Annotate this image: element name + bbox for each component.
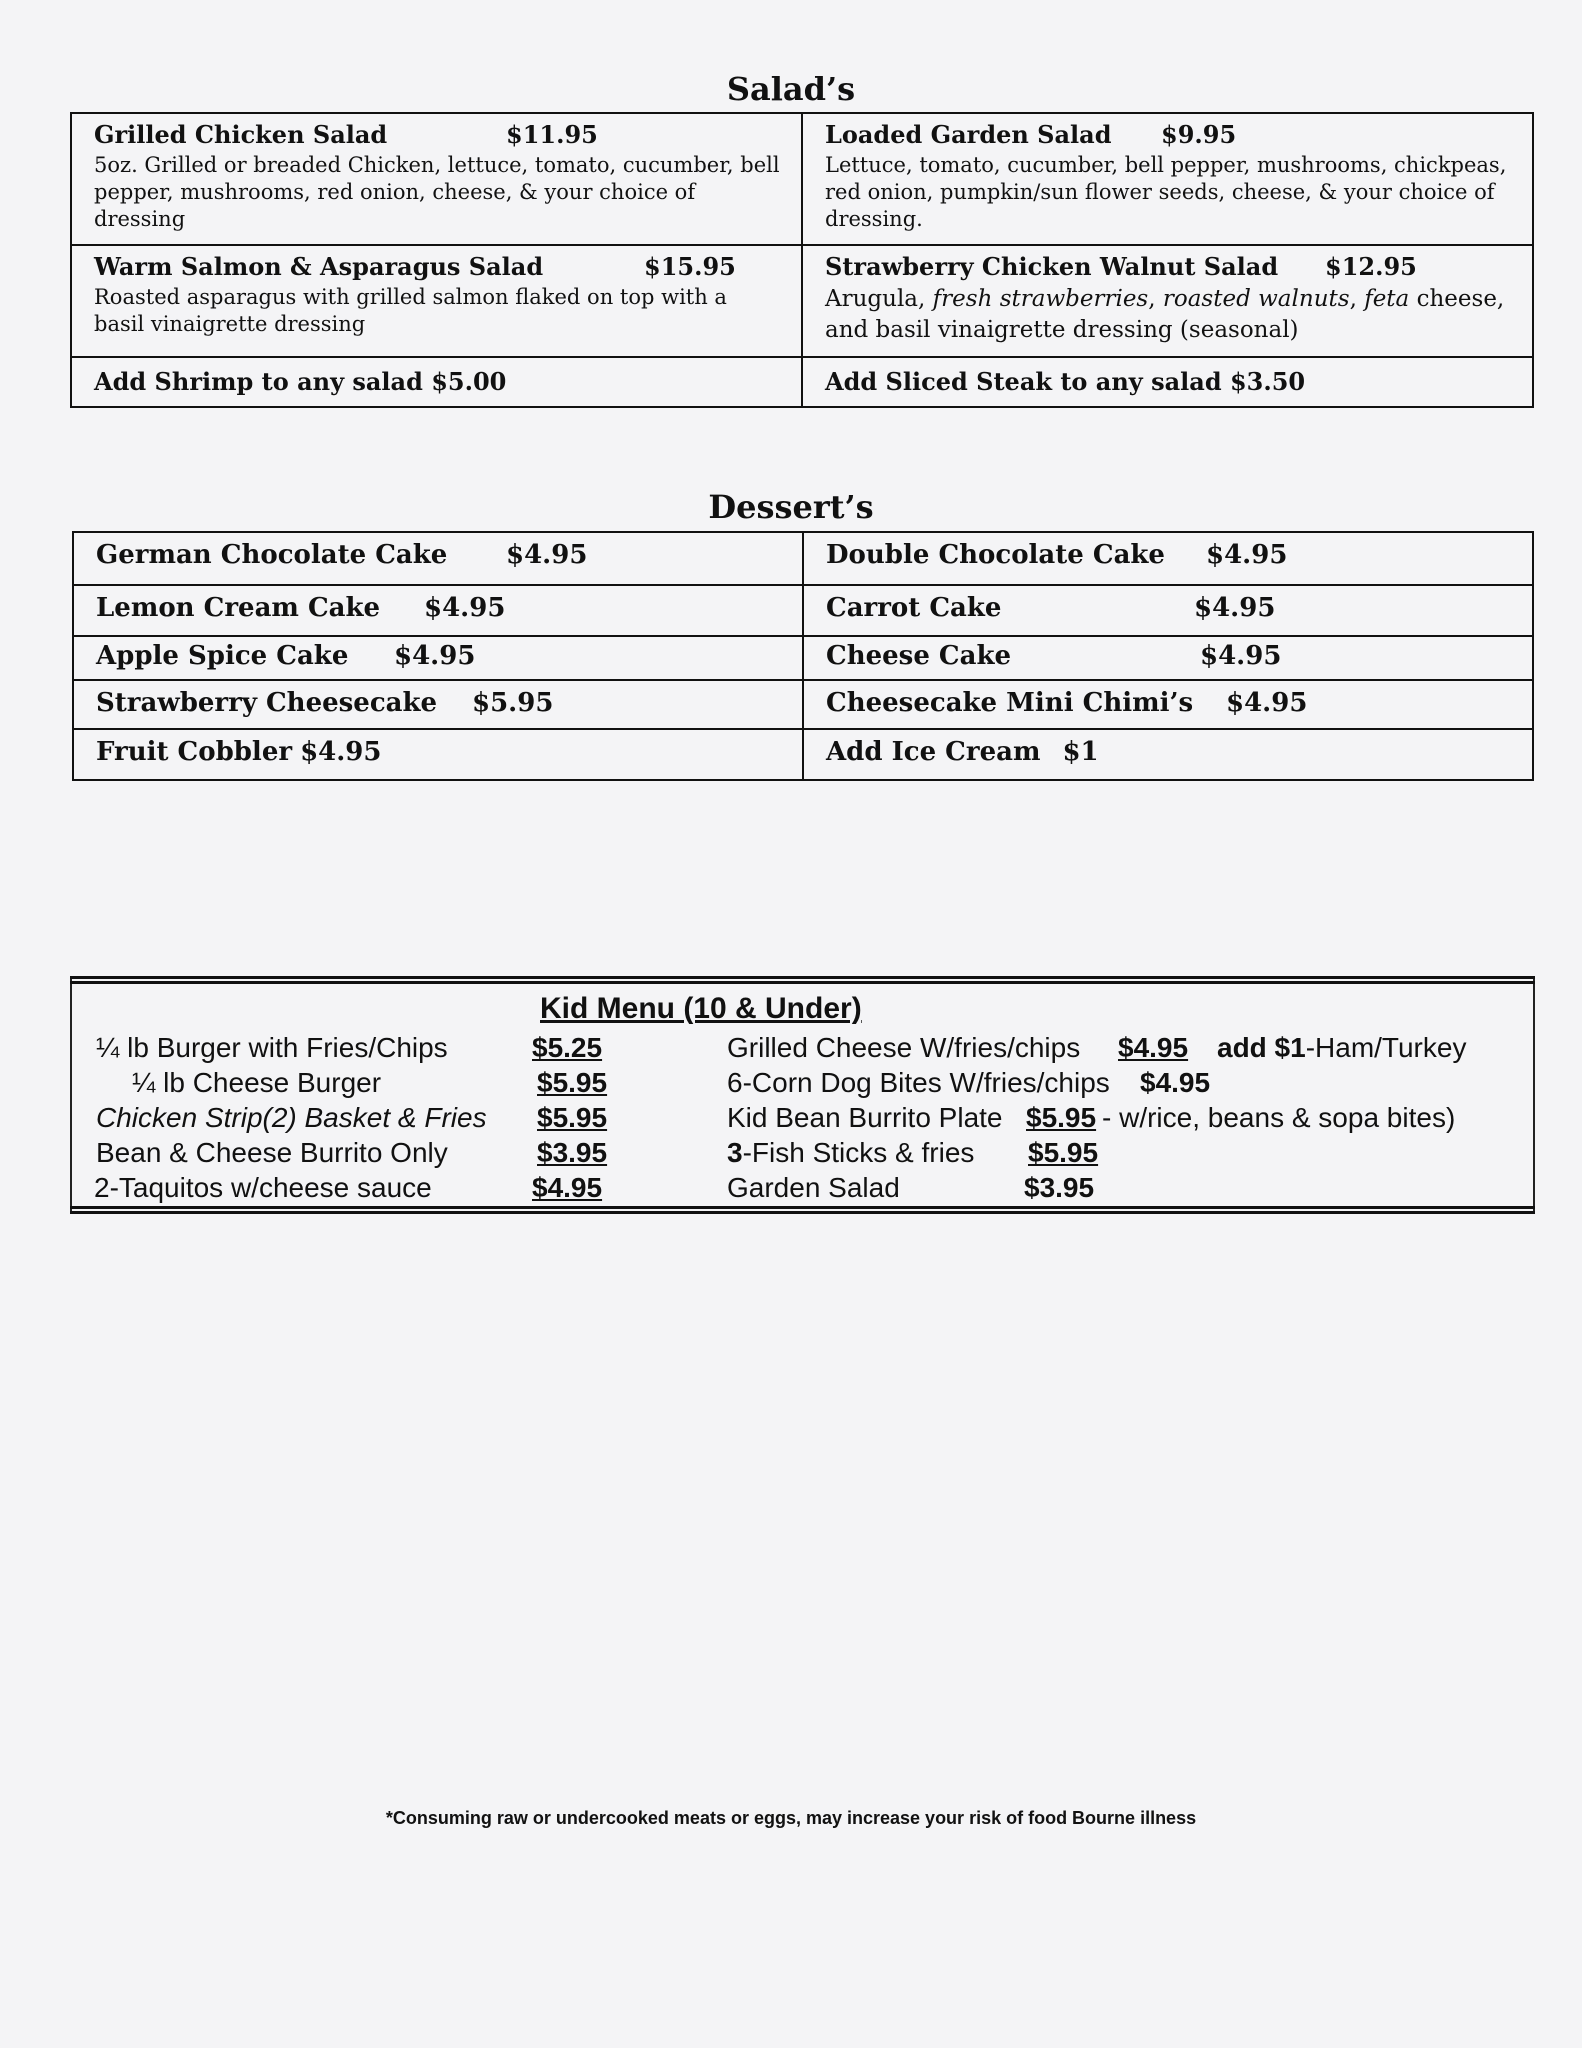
dessert-item [74, 586, 802, 635]
table-row [72, 356, 1532, 406]
salad-item [72, 114, 801, 244]
salad-price: $15.95 [644, 252, 736, 281]
salad-description: Lettuce, tomato, cucumber, bell pepper, mushrooms, chickpeas, red onion, pumpkin/sun flower seeds, cheese, & your choice of dressing. [825, 153, 1507, 231]
dessert-price: $4.95 [424, 593, 506, 623]
dessert-name: Apple Spice Cake [96, 641, 349, 671]
dessert-item [802, 586, 1532, 635]
dessert-item [74, 533, 802, 584]
salad-description: Arugula, fresh strawberries, roasted walnuts, feta cheese, and basil vinaigrette dressing (seasonal) [825, 286, 1505, 343]
salad-item [801, 114, 1532, 244]
dessert-price: $1 [1062, 737, 1099, 767]
kid-item-name: Kid Bean Burrito Plate [727, 1102, 1003, 1133]
kid-item-price: $3.95 [1024, 1172, 1095, 1203]
salad-addon: Add Sliced Steak to any salad $3.50 [801, 358, 1532, 406]
kid-item-extra: - w/rice, beans & sopa bites) [1102, 1102, 1456, 1133]
salad-price: $9.95 [1161, 120, 1237, 149]
kid-item-price: $5.95 [1026, 1102, 1097, 1133]
salad-item [72, 246, 801, 356]
table-row [74, 635, 1532, 679]
double-rule [70, 976, 1535, 984]
kid-item-name: 3-Fish Sticks & fries [727, 1137, 975, 1168]
dessert-name: Double Chocolate Cake [826, 540, 1165, 570]
dessert-name: Cheese Cake [826, 641, 1012, 671]
dessert-item [802, 637, 1532, 679]
salad-name: Strawberry Chicken Walnut Salad [825, 252, 1279, 281]
desserts-heading: Dessert’s [708, 488, 874, 526]
salad-price: $12.95 [1325, 252, 1417, 281]
dessert-name: Lemon Cream Cake [96, 593, 381, 623]
kid-item-price: $5.95 [537, 1067, 608, 1098]
table-row [74, 728, 1532, 779]
kid-item-name: Garden Salad [727, 1172, 900, 1203]
kid-item-price: $4.95 [1140, 1067, 1211, 1098]
salad-item [801, 246, 1532, 356]
kid-item-price: $4.95 [1118, 1032, 1189, 1063]
salad-name: Warm Salmon & Asparagus Salad [94, 252, 544, 281]
dessert-price: $4.95 [394, 641, 476, 671]
kid-item-name: ¼ lb Cheese Burger [132, 1067, 382, 1098]
dessert-name: Add Ice Cream [826, 737, 1041, 767]
kid-menu-title: Kid Menu (10 & Under) [540, 992, 862, 1025]
dessert-item [802, 681, 1532, 728]
table-row [74, 679, 1532, 728]
dessert-price: $4.95 [506, 540, 588, 570]
salad-name: Grilled Chicken Salad [94, 120, 388, 149]
dessert-name: Carrot Cake [826, 593, 1002, 623]
salad-addon: Add Shrimp to any salad $5.00 [94, 367, 507, 396]
salad-price: $11.95 [506, 120, 598, 149]
dessert-price: $4.95 [1206, 540, 1288, 570]
table-row [74, 533, 1532, 584]
salads-table [70, 112, 1534, 408]
salad-description: Roasted asparagus with grilled salmon flaked on top with a basil vinaigrette dressing [94, 285, 727, 336]
kid-item-name: 6-Corn Dog Bites W/fries/chips [727, 1067, 1110, 1098]
salad-name: Loaded Garden Salad [825, 120, 1112, 149]
footnote: *Consuming raw or undercooked meats or eggs, may increase your risk of food Bourne illness [385, 1808, 1197, 1828]
kid-item-price: $5.25 [532, 1032, 603, 1063]
kid-item-name: Bean & Cheese Burrito Only [96, 1137, 448, 1168]
dessert-item [74, 681, 802, 728]
dessert-price: $4.95 [1200, 641, 1282, 671]
dessert-name: Cheesecake Mini Chimi’s [826, 688, 1194, 718]
kid-item-price: $4.95 [532, 1172, 603, 1203]
kid-item-price: $3.95 [537, 1137, 608, 1168]
kid-item-price: $5.95 [1028, 1137, 1099, 1168]
dessert-item [74, 637, 802, 679]
dessert-price: $4.95 [300, 737, 382, 767]
kid-item-name: 2-Taquitos w/cheese sauce [94, 1172, 432, 1203]
table-row [72, 244, 1532, 356]
dessert-item [802, 730, 1532, 779]
dessert-name: Fruit Cobbler [96, 737, 293, 767]
kid-item-name: ¼ lb Burger with Fries/Chips [96, 1032, 448, 1063]
dessert-price: $4.95 [1194, 593, 1276, 623]
dessert-name: Strawberry Cheesecake [96, 688, 438, 718]
dessert-name: German Chocolate Cake [96, 540, 448, 570]
dessert-item [74, 730, 802, 779]
kid-item-price: $5.95 [537, 1102, 608, 1133]
salads-heading: Salad’s [726, 70, 856, 108]
kid-item-extra: add $1-Ham/Turkey [1217, 1032, 1467, 1063]
dessert-item [802, 533, 1532, 584]
kid-item-name: Grilled Cheese W/fries/chips [727, 1032, 1081, 1063]
desserts-table [72, 531, 1534, 781]
dessert-price: $5.95 [472, 688, 554, 718]
double-rule [70, 1206, 1535, 1214]
kid-item-name: Chicken Strip(2) Basket & Fries [96, 1102, 487, 1133]
salad-description: 5oz. Grilled or breaded Chicken, lettuce, tomato, cucumber, bell pepper, mushrooms, red onion, cheese, & your choice of dressing [94, 153, 780, 231]
table-row [74, 584, 1532, 635]
dessert-price: $4.95 [1226, 688, 1308, 718]
table-row [72, 114, 1532, 244]
